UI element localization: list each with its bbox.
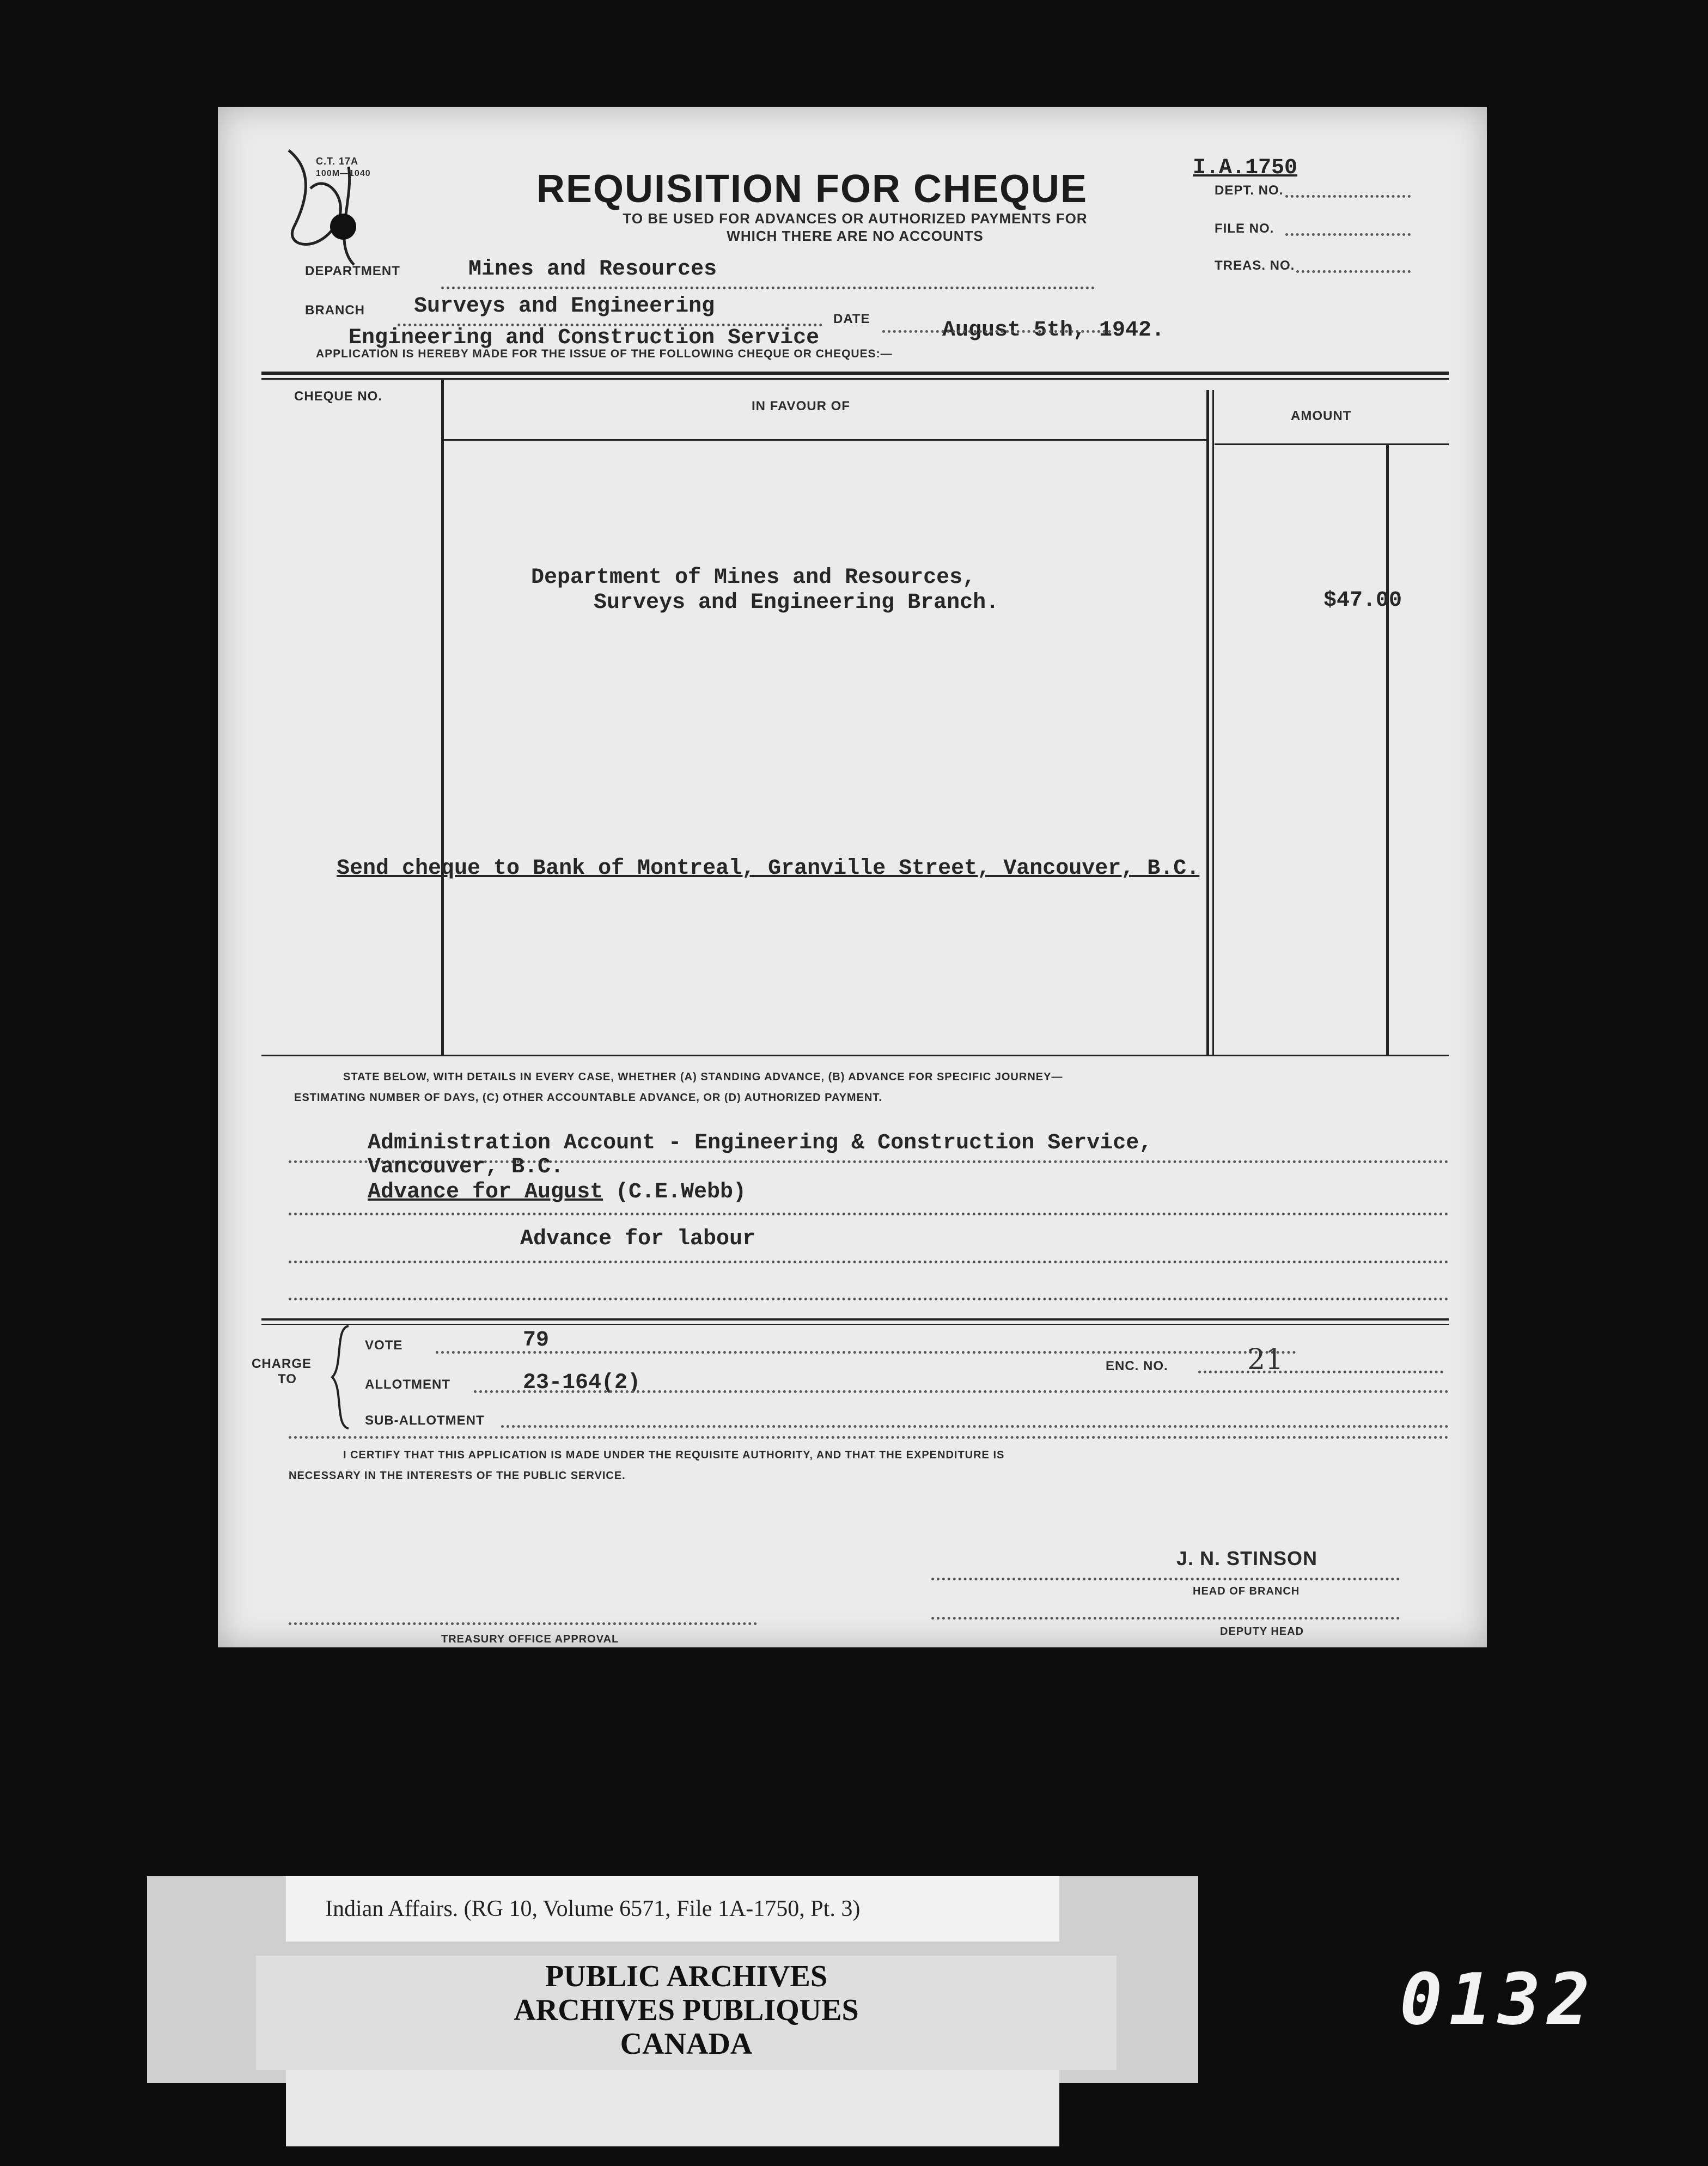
dept-no-line xyxy=(1285,195,1411,198)
payee-line-2: Surveys and Engineering Branch. xyxy=(594,591,999,615)
details-line-4: Advance for labour xyxy=(520,1227,756,1251)
deputy-head-label: DEPUTY HEAD xyxy=(1220,1626,1304,1638)
form-code-2: 100M—1040 xyxy=(316,169,371,178)
frame-number: 0132 xyxy=(1400,1958,1597,2041)
form-code: C.T. 17A xyxy=(316,156,359,167)
branch-value: Surveys and Engineering xyxy=(414,294,715,319)
allotment-line xyxy=(474,1390,1449,1393)
details-line-1: Administration Account - Engineering & Construction Service, xyxy=(368,1131,1152,1155)
treasury-line xyxy=(289,1622,757,1625)
file-no-label: FILE NO. xyxy=(1215,221,1274,236)
archive-card-lower xyxy=(286,2070,1059,2146)
treas-no-label: TREAS. NO. xyxy=(1215,258,1295,273)
charge-bottom-line xyxy=(289,1436,1449,1439)
archive-stamp-card xyxy=(256,1956,1117,2070)
vote-value: 79 xyxy=(523,1328,550,1353)
table-top-rule-2 xyxy=(261,378,1449,380)
file-no-line xyxy=(1285,233,1411,236)
payee-line-1: Department of Mines and Resources, xyxy=(531,565,976,590)
charge-top-rule xyxy=(261,1318,1449,1321)
treasury-label: TREASURY OFFICE APPROVAL xyxy=(441,1633,619,1645)
certification-line-2: NECESSARY IN THE INTERESTS OF THE PUBLIC SERVICE. xyxy=(289,1470,626,1482)
archive-line-3: CANADA xyxy=(620,2027,753,2061)
signature-line-1 xyxy=(931,1578,1400,1580)
head-of-branch-label: HEAD OF BRANCH xyxy=(1193,1585,1300,1597)
col-amount: AMOUNT xyxy=(1291,409,1352,423)
details-line-3: Advance for August xyxy=(368,1180,603,1204)
charge-to-label: TO xyxy=(278,1372,297,1386)
sub-allotment-label: SUB-ALLOTMENT xyxy=(365,1413,485,1428)
table-top-rule xyxy=(261,372,1449,375)
requisition-form xyxy=(218,107,1487,1647)
details-rule-2 xyxy=(289,1213,1449,1215)
col-cheque-no: CHEQUE NO. xyxy=(294,389,383,404)
col-in-favour-of: IN FAVOUR OF xyxy=(752,399,850,413)
dept-no-label: DEPT. NO. xyxy=(1215,183,1284,198)
allotment-label: ALLOTMENT xyxy=(365,1377,450,1392)
col-divider-2 xyxy=(1206,390,1209,1055)
department-value: Mines and Resources xyxy=(468,257,717,282)
charge-top-rule-2 xyxy=(261,1324,1449,1325)
col-divider-3 xyxy=(1386,443,1389,1055)
col-divider-1 xyxy=(441,379,444,1055)
archive-reference: Indian Affairs. (RG 10, Volume 6571, File 1A-1750, Pt. 3) xyxy=(325,1896,861,1921)
charge-label: CHARGE xyxy=(252,1356,312,1371)
enc-no-label: ENC. NO. xyxy=(1106,1359,1168,1373)
details-line-3-rest: (C.E.Webb) xyxy=(615,1180,747,1204)
date-label: DATE xyxy=(833,312,870,326)
enc-no-value: 21 xyxy=(1247,1343,1284,1376)
header-underline-2 xyxy=(1215,443,1449,445)
enc-no-line xyxy=(1198,1371,1443,1373)
archive-line-2: ARCHIVES PUBLIQUES xyxy=(514,1993,859,2027)
department-line xyxy=(441,287,1095,289)
reference-number: I.A.1750 xyxy=(1193,156,1298,180)
date-value: August 5th, 1942. xyxy=(942,318,1165,343)
details-rule-4 xyxy=(289,1298,1449,1300)
signer-name: J. N. STINSON xyxy=(1176,1547,1318,1569)
treas-no-line xyxy=(1296,270,1411,273)
table-bottom-rule xyxy=(261,1055,1449,1056)
amount-value: $47.00 xyxy=(1323,588,1402,613)
details-line-2: Vancouver, B.C. xyxy=(368,1155,564,1179)
instruction-line-1: STATE BELOW, WITH DETAILS IN EVERY CASE, WHETHER (A) STANDING ADVANCE, (B) ADVANCE FOR SPECIFIC JOURNEY— xyxy=(343,1071,1063,1083)
instruction-line-2: ESTIMATING NUMBER OF DAYS, (C) OTHER ACCOUNTABLE ADVANCE, OR (D) AUTHORIZED PAYMENT. xyxy=(294,1092,882,1104)
allotment-value: 23-164(2) xyxy=(523,1371,641,1395)
department-label: DEPARTMENT xyxy=(305,264,400,278)
subtitle-line-2: WHICH THERE ARE NO ACCOUNTS xyxy=(727,228,984,244)
archive-reference-card xyxy=(286,1876,1059,1942)
certification-line-1: I CERTIFY THAT THIS APPLICATION IS MADE UNDER THE REQUISITE AUTHORITY, AND THAT THE EXPENDITURE IS xyxy=(343,1449,1005,1461)
archive-line-1: PUBLIC ARCHIVES xyxy=(545,1960,828,1993)
branch-label: BRANCH xyxy=(305,303,365,318)
deputy-head-line xyxy=(931,1617,1400,1620)
brace-icon xyxy=(327,1323,354,1432)
col-divider-2b xyxy=(1212,390,1214,1055)
vote-line xyxy=(436,1351,1296,1354)
application-line: APPLICATION IS HEREBY MADE FOR THE ISSUE OF THE FOLLOWING CHEQUE OR CHEQUES:— xyxy=(316,348,893,360)
service-value: Engineering and Construction Service xyxy=(349,326,820,350)
send-to-line: Send cheque to Bank of Montreal, Granville Street, Vancouver, B.C. xyxy=(337,856,1200,881)
header-underline-1 xyxy=(444,439,1206,441)
details-rule-3 xyxy=(289,1261,1449,1263)
date-line xyxy=(882,330,1111,333)
vote-label: VOTE xyxy=(365,1338,403,1353)
page-title: REQUISITION FOR CHEQUE xyxy=(536,167,1088,211)
subtitle-line-1: TO BE USED FOR ADVANCES OR AUTHORIZED PAYMENTS FOR xyxy=(623,210,1088,227)
sub-allotment-line xyxy=(501,1425,1449,1428)
